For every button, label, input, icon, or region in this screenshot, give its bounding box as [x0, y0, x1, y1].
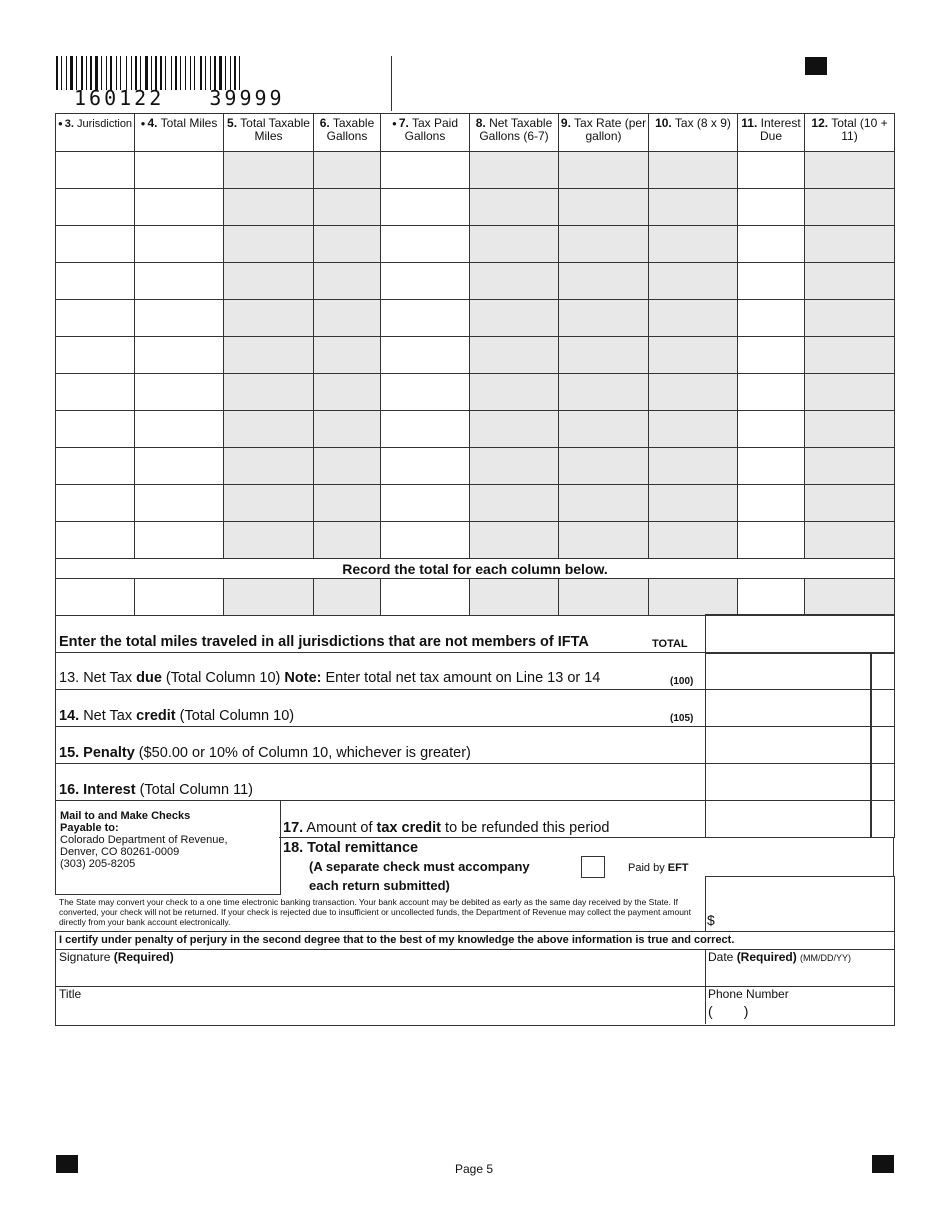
- table-row-col-12[interactable]: [805, 485, 895, 522]
- barcode-bar: [101, 56, 102, 90]
- table-row-col-7[interactable]: [381, 411, 470, 448]
- barcode-bar: [182, 56, 184, 90]
- rule: [55, 763, 705, 764]
- table-row-col-5[interactable]: [224, 226, 314, 263]
- table-row-col-8[interactable]: [470, 300, 559, 337]
- table-row-col-11[interactable]: [738, 337, 805, 374]
- paid-by-eft-label: Paid by EFT: [628, 862, 689, 874]
- barcode-bar: [140, 56, 141, 90]
- table-row-col-6[interactable]: [314, 374, 381, 411]
- table-row-col-9[interactable]: [559, 263, 649, 300]
- table-row-col-12[interactable]: [805, 411, 895, 448]
- barcode-bar: [116, 56, 117, 90]
- barcode-bar: [118, 56, 119, 90]
- table-row-col-9[interactable]: [559, 152, 649, 189]
- table-row-col-12[interactable]: [805, 263, 895, 300]
- totals-row-col-6[interactable]: [314, 579, 381, 616]
- column-header-6: 6. Taxable Gallons: [314, 114, 381, 152]
- table-row-col-6[interactable]: [314, 300, 381, 337]
- table-row-col-8[interactable]: [470, 411, 559, 448]
- record-total-label: Record the total for each column below.: [56, 559, 895, 579]
- table-row: [56, 300, 895, 337]
- table-row-col-6[interactable]: [314, 152, 381, 189]
- table-row: [56, 374, 895, 411]
- barcode-bar: [76, 56, 77, 90]
- rule: [279, 837, 894, 838]
- registration-mark: [805, 57, 827, 75]
- barcode-bar: [110, 56, 112, 90]
- table-row-col-12[interactable]: [805, 152, 895, 189]
- record-total-row: [56, 559, 895, 579]
- table-row-col-6[interactable]: [314, 448, 381, 485]
- registration-mark: [56, 1155, 78, 1173]
- table-row-col-4[interactable]: [135, 300, 224, 337]
- non-ifta-miles-field[interactable]: [705, 614, 895, 654]
- totals-row-col-11[interactable]: [738, 579, 805, 616]
- table-row-col-5[interactable]: [224, 448, 314, 485]
- barcode-number: 160122 39999: [74, 86, 285, 110]
- barcode: [56, 56, 310, 90]
- table-row-col-9[interactable]: [559, 522, 649, 559]
- table-row-col-4[interactable]: [135, 374, 224, 411]
- line-15-field[interactable]: [705, 726, 872, 764]
- barcode-bar: [171, 56, 172, 90]
- table-row-col-11[interactable]: [738, 522, 805, 559]
- table-row-col-7[interactable]: [381, 374, 470, 411]
- table-row-col-10[interactable]: [649, 485, 738, 522]
- barcode-bar: [207, 56, 209, 90]
- barcode-bar: [122, 56, 125, 90]
- barcode-bar: [241, 56, 242, 90]
- barcode-bar: [175, 56, 177, 90]
- barcode-bar: [90, 56, 92, 90]
- barcode-bar: [66, 56, 67, 90]
- table-row-col-3[interactable]: [56, 448, 135, 485]
- table-row-col-9[interactable]: [559, 374, 649, 411]
- table-row-col-7[interactable]: [381, 522, 470, 559]
- dollar-sign: $: [707, 912, 715, 928]
- barcode-bar: [165, 56, 166, 90]
- totals-row-col-10[interactable]: [649, 579, 738, 616]
- table-row-col-12[interactable]: [805, 374, 895, 411]
- barcode-bar: [219, 56, 222, 90]
- table-row-col-7[interactable]: [381, 300, 470, 337]
- table-row-col-3[interactable]: [56, 337, 135, 374]
- barcode-bar: [230, 56, 231, 90]
- barcode-bar: [223, 56, 224, 90]
- line-15-cents[interactable]: [870, 726, 895, 764]
- table-row-col-9[interactable]: [559, 337, 649, 374]
- table-row-col-9[interactable]: [559, 189, 649, 226]
- header-divider: [391, 56, 392, 111]
- column-header-3: ● 3. Jurisdiction: [56, 114, 135, 152]
- totals-row-col-5[interactable]: [224, 579, 314, 616]
- rule: [55, 689, 705, 690]
- table-row-col-10[interactable]: [649, 226, 738, 263]
- table-row-col-12[interactable]: [805, 189, 895, 226]
- column-header-4: ● 4. Total Miles: [135, 114, 224, 152]
- barcode-bar: [205, 56, 206, 90]
- table-row-col-10[interactable]: [649, 411, 738, 448]
- table-row-col-4[interactable]: [135, 411, 224, 448]
- table-row-col-11[interactable]: [738, 485, 805, 522]
- table-row-col-7[interactable]: [381, 263, 470, 300]
- column-header-11: 11. Interest Due: [738, 114, 805, 152]
- totals-row-col-9[interactable]: [559, 579, 649, 616]
- barcode-bar: [74, 56, 75, 90]
- barcode-bar: [185, 56, 186, 90]
- mail-payable: Payable to:: [60, 822, 119, 834]
- barcode-bar: [56, 56, 58, 90]
- barcode-bar: [153, 56, 154, 90]
- table-row-col-12[interactable]: [805, 337, 895, 374]
- check-conversion-notice: The State may convert your check to a one time electronic banking transaction. Your bank account may be debited as early as the same day received by the State. If converted, your check will not be returned. If your check is rejected due to insufficient or uncollected funds, the Department of Revenue may collect the payment amount directly from your bank account electronically.: [59, 897, 692, 927]
- table-row: [56, 189, 895, 226]
- column-header-9: 9. Tax Rate (per gallon): [559, 114, 649, 152]
- barcode-bar: [194, 56, 195, 90]
- phone-parens: ( ): [708, 1003, 749, 1019]
- table-row-col-8[interactable]: [470, 152, 559, 189]
- mail-address-2: Denver, CO 80261-0009: [60, 846, 180, 858]
- line-13: 13. Net Tax due (Total Column 10) Note: Enter total net tax amount on Line 13 or 14: [59, 670, 601, 686]
- non-ifta-label: Enter the total miles traveled in all jurisdictions that are not members of IFTA: [59, 634, 589, 650]
- table-row-col-8[interactable]: [470, 448, 559, 485]
- table-row-col-3[interactable]: [56, 189, 135, 226]
- table-row-col-10[interactable]: [649, 300, 738, 337]
- table-row: [56, 152, 895, 189]
- barcode-bar: [93, 56, 94, 90]
- column-header-7: ● 7. Tax Paid Gallons: [381, 114, 470, 152]
- barcode-bar: [84, 56, 85, 90]
- mail-address-1: Colorado Department of Revenue,: [60, 834, 228, 846]
- barcode-bar: [103, 56, 105, 90]
- table-row-col-4[interactable]: [135, 522, 224, 559]
- table-row-col-4[interactable]: [135, 448, 224, 485]
- barcode-bar: [135, 56, 137, 90]
- barcode-bar: [173, 56, 174, 90]
- table-row-col-10[interactable]: [649, 522, 738, 559]
- table-row-col-8[interactable]: [470, 226, 559, 263]
- table-row-col-5[interactable]: [224, 485, 314, 522]
- table-row-col-10[interactable]: [649, 189, 738, 226]
- barcode-bar: [180, 56, 181, 90]
- table-row-col-6[interactable]: [314, 522, 381, 559]
- table-row-col-5[interactable]: [224, 337, 314, 374]
- table-row-col-10[interactable]: [649, 337, 738, 374]
- barcode-bar: [149, 56, 150, 90]
- table-row: [56, 411, 895, 448]
- table-row-col-5[interactable]: [224, 263, 314, 300]
- barcode-bar: [145, 56, 148, 90]
- table-row-col-9[interactable]: [559, 300, 649, 337]
- barcode-bar: [142, 56, 144, 90]
- table-row-col-6[interactable]: [314, 485, 381, 522]
- table-row-col-3[interactable]: [56, 411, 135, 448]
- barcode-bar: [95, 56, 98, 90]
- barcode-bar: [128, 56, 130, 90]
- barcode-bar: [158, 56, 159, 90]
- table-row-col-4[interactable]: [135, 152, 224, 189]
- barcode-bar: [167, 56, 170, 90]
- registration-mark: [872, 1155, 894, 1173]
- table-row-col-10[interactable]: [649, 263, 738, 300]
- table-row-col-8[interactable]: [470, 189, 559, 226]
- line-18-title: 18. Total remittance: [283, 840, 419, 856]
- barcode-bar: [227, 56, 229, 90]
- table-row-col-11[interactable]: [738, 263, 805, 300]
- table-row-col-3[interactable]: [56, 226, 135, 263]
- table-row-col-4[interactable]: [135, 189, 224, 226]
- barcode-bar: [88, 56, 89, 90]
- table-row-col-8[interactable]: [470, 337, 559, 374]
- table-row-col-11[interactable]: [738, 189, 805, 226]
- table-row-col-3[interactable]: [56, 152, 135, 189]
- table-row-col-11[interactable]: [738, 152, 805, 189]
- table-row: [56, 448, 895, 485]
- barcode-bar: [192, 56, 193, 90]
- table-row: [56, 226, 895, 263]
- line-18-sub1: (A separate check must accompany: [309, 859, 530, 874]
- barcode-bar: [78, 56, 80, 90]
- barcode-bar: [151, 56, 152, 90]
- title-field[interactable]: Title: [59, 987, 82, 1001]
- barcode-bar: [106, 56, 107, 90]
- page-number: Page 5: [455, 1162, 494, 1176]
- table-row-col-5[interactable]: [224, 300, 314, 337]
- barcode-bar: [203, 56, 204, 90]
- table-row-col-8[interactable]: [470, 374, 559, 411]
- line-14-field[interactable]: [705, 689, 872, 727]
- table-row-col-9[interactable]: [559, 226, 649, 263]
- column-header-10: 10. Tax (8 x 9): [649, 114, 738, 152]
- totals-row: [56, 579, 895, 616]
- line-14: 14. Net Tax credit (Total Column 10): [59, 708, 295, 724]
- table-row-col-12[interactable]: [805, 522, 895, 559]
- table-row-col-7[interactable]: [381, 189, 470, 226]
- table-row: [56, 337, 895, 374]
- table-row-col-6[interactable]: [314, 226, 381, 263]
- barcode-bar: [163, 56, 164, 90]
- table-row-col-4[interactable]: [135, 485, 224, 522]
- line-13-field[interactable]: [705, 652, 872, 690]
- table-row-col-9[interactable]: [559, 485, 649, 522]
- phone-field[interactable]: Phone Number: [708, 987, 789, 1001]
- totals-row-col-12[interactable]: [805, 579, 895, 616]
- line-17-cents[interactable]: [870, 800, 895, 838]
- table-row-col-11[interactable]: [738, 300, 805, 337]
- table-row-col-11[interactable]: [738, 448, 805, 485]
- table-row-col-6[interactable]: [314, 411, 381, 448]
- table-row-col-7[interactable]: [381, 337, 470, 374]
- table-row: [56, 522, 895, 559]
- table-row-col-11[interactable]: [738, 411, 805, 448]
- rule: [55, 652, 705, 653]
- table-row-col-11[interactable]: [738, 374, 805, 411]
- column-header-8: 8. Net Taxable Gallons (6-7): [470, 114, 559, 152]
- line-15: 15. Penalty ($50.00 or 10% of Column 10, whichever is greater): [59, 745, 471, 761]
- table-row-col-8[interactable]: [470, 263, 559, 300]
- line-16-cents[interactable]: [870, 763, 895, 801]
- table-row-col-9[interactable]: [559, 411, 649, 448]
- rule: [893, 837, 894, 877]
- line-14-cents[interactable]: [870, 689, 895, 727]
- barcode-bar: [99, 56, 100, 90]
- line-17: 17. Amount of tax credit to be refunded this period: [283, 820, 610, 836]
- barcode-bar: [232, 56, 233, 90]
- table-row-col-12[interactable]: [805, 226, 895, 263]
- total-remittance-field[interactable]: [705, 876, 895, 932]
- line-13-cents[interactable]: [870, 652, 895, 690]
- barcode-bar: [81, 56, 83, 90]
- table-row-col-6[interactable]: [314, 189, 381, 226]
- totals-row-col-8[interactable]: [470, 579, 559, 616]
- barcode-bar: [200, 56, 202, 90]
- barcode-bar: [196, 56, 199, 90]
- rule: [55, 614, 56, 800]
- table-row: [56, 263, 895, 300]
- table-row-col-3[interactable]: [56, 374, 135, 411]
- totals-row-col-3[interactable]: [56, 579, 135, 616]
- barcode-bar: [133, 56, 134, 90]
- line-18-sub2: each return submitted): [309, 878, 450, 893]
- barcode-bar: [239, 56, 240, 90]
- total-label: TOTAL: [652, 638, 688, 650]
- barcode-bar: [210, 56, 211, 90]
- barcode-bar: [234, 56, 236, 90]
- rule: [55, 726, 705, 727]
- totals-row-col-7[interactable]: [381, 579, 470, 616]
- table-row-col-3[interactable]: [56, 522, 135, 559]
- table-row-col-4[interactable]: [135, 263, 224, 300]
- barcode-bar: [190, 56, 191, 90]
- barcode-bar: [108, 56, 109, 90]
- mail-title: Mail to and Make Checks: [60, 810, 191, 822]
- table-row-col-11[interactable]: [738, 226, 805, 263]
- table-row: [56, 485, 895, 522]
- barcode-bar: [63, 56, 65, 90]
- table-row-col-3[interactable]: [56, 300, 135, 337]
- barcode-bar: [138, 56, 139, 90]
- table-row-col-10[interactable]: [649, 374, 738, 411]
- table-row-col-10[interactable]: [649, 152, 738, 189]
- table-row-col-8[interactable]: [470, 522, 559, 559]
- line-17-field[interactable]: [705, 800, 872, 838]
- barcode-bar: [178, 56, 179, 90]
- table-row-col-12[interactable]: [805, 300, 895, 337]
- jurisdiction-table: [55, 113, 895, 616]
- line-13-code: (100): [670, 676, 694, 687]
- mail-phone: (303) 205-8205: [60, 858, 136, 870]
- barcode-bar: [126, 56, 127, 90]
- line-14-code: (105): [670, 713, 694, 724]
- mail-to-box: [55, 800, 281, 895]
- table-row-col-5[interactable]: [224, 411, 314, 448]
- barcode-bar: [155, 56, 157, 90]
- barcode-bar: [59, 56, 60, 90]
- table-row-col-5[interactable]: [224, 152, 314, 189]
- table-row-col-7[interactable]: [381, 226, 470, 263]
- table-row-col-3[interactable]: [56, 263, 135, 300]
- totals-row-col-4[interactable]: [135, 579, 224, 616]
- barcode-bar: [61, 56, 62, 90]
- barcode-bar: [120, 56, 121, 90]
- table-row-col-6[interactable]: [314, 263, 381, 300]
- table-row-col-4[interactable]: [135, 226, 224, 263]
- barcode-bar: [225, 56, 226, 90]
- line-16-field[interactable]: [705, 763, 872, 801]
- certification-text: I certify under penalty of perjury in the second degree that to the best of my knowledge the above information is true and correct.: [59, 934, 735, 946]
- barcode-bar: [86, 56, 87, 90]
- table-row-col-7[interactable]: [381, 152, 470, 189]
- table-row-col-7[interactable]: [381, 485, 470, 522]
- table-row-col-10[interactable]: [649, 448, 738, 485]
- table-row-col-4[interactable]: [135, 337, 224, 374]
- barcode-bar: [68, 56, 69, 90]
- column-header-5: 5. Total Taxable Miles: [224, 114, 314, 152]
- barcode-bar: [187, 56, 189, 90]
- table-row-col-7[interactable]: [381, 448, 470, 485]
- eft-checkbox[interactable]: [581, 856, 605, 878]
- table-row-col-8[interactable]: [470, 485, 559, 522]
- barcode-bar: [212, 56, 213, 90]
- barcode-bar: [214, 56, 216, 90]
- barcode-bar: [131, 56, 132, 90]
- barcode-bar: [160, 56, 162, 90]
- barcode-bar: [217, 56, 218, 90]
- barcode-bar: [237, 56, 238, 90]
- table-row-col-5[interactable]: [224, 522, 314, 559]
- line-16: 16. Interest (Total Column 11): [59, 782, 253, 798]
- table-row-col-9[interactable]: [559, 448, 649, 485]
- table-row-col-3[interactable]: [56, 485, 135, 522]
- barcode-bar: [113, 56, 115, 90]
- table-row-col-12[interactable]: [805, 448, 895, 485]
- table-row-col-5[interactable]: [224, 189, 314, 226]
- barcode-bar: [70, 56, 73, 90]
- date-field[interactable]: Date (Required) (MM/DD/YY): [708, 950, 852, 964]
- table-row-col-5[interactable]: [224, 374, 314, 411]
- signature-field[interactable]: Signature (Required): [59, 950, 174, 964]
- rule: [705, 949, 706, 1024]
- table-row-col-6[interactable]: [314, 337, 381, 374]
- column-header-12: 12. Total (10 + 11): [805, 114, 895, 152]
